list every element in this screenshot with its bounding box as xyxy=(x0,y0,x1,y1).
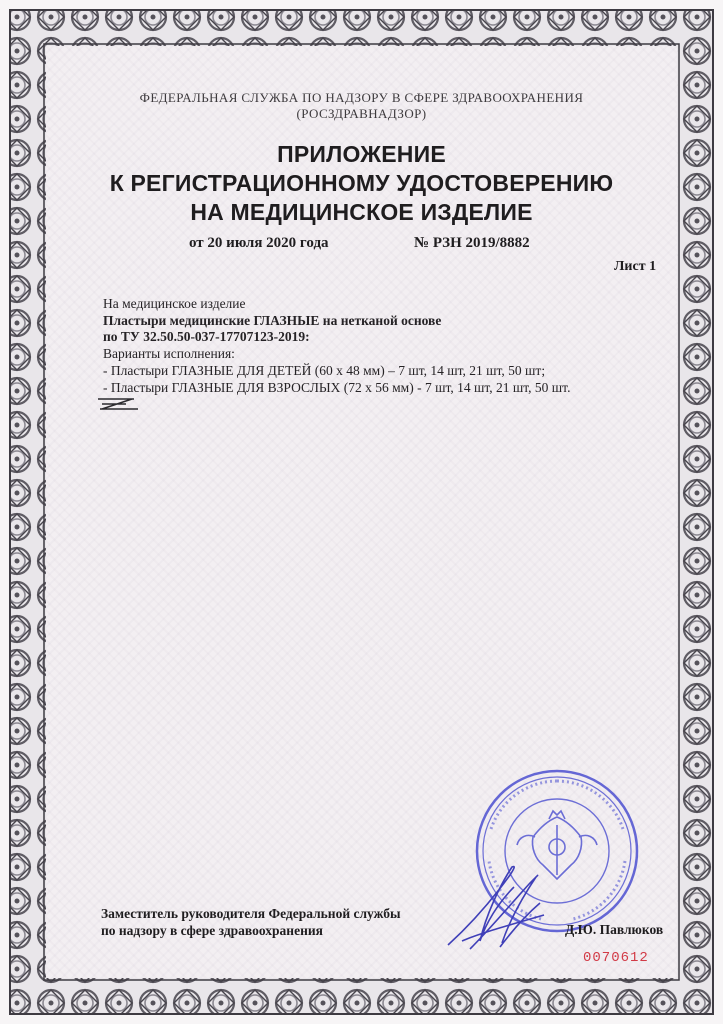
product-name: Пластыри медицинские ГЛАЗНЫЕ на нетканой основе xyxy=(103,313,442,328)
signer-position-line-1: Заместитель руководителя Федеральной службы xyxy=(101,906,401,921)
signer-position-line-2: по надзору в сфере здравоохранения xyxy=(101,923,323,938)
issue-date: от 20 июля 2020 года xyxy=(189,235,329,251)
document-title-line-1: ПРИЛОЖЕНИЕ xyxy=(277,141,446,167)
variant-item: - Пластыри ГЛАЗНЫЕ ДЛЯ ВЗРОСЛЫХ (72 х 56 мм) - 7 шт, 14 шт, 21 шт, 50 шт. xyxy=(103,380,571,395)
document-title-line-2: К РЕГИСТРАЦИОННОМУ УДОСТОВЕРЕНИЮ xyxy=(109,170,614,196)
product-spec: по ТУ 32.50.50-037-17707123-2019: xyxy=(103,329,310,344)
handwritten-signature xyxy=(440,845,560,955)
sheet-number: Лист 1 xyxy=(614,259,657,274)
agency-name: ФЕДЕРАЛЬНАЯ СЛУЖБА ПО НАДЗОРУ В СФЕРЕ ЗДРАВООХРАНЕНИЯ xyxy=(139,90,584,105)
end-of-text-mark-icon xyxy=(96,396,140,412)
serial-number: 0070612 xyxy=(583,950,649,966)
document-title-line-3: НА МЕДИЦИНСКОЕ ИЗДЕЛИЕ xyxy=(190,199,533,225)
variants-heading: Варианты исполнения: xyxy=(103,346,235,361)
intro-text: На медицинское изделие xyxy=(103,296,246,311)
agency-abbreviation: (РОСЗДРАВНАДЗОР) xyxy=(296,106,427,121)
variant-item: - Пластыри ГЛАЗНЫЕ ДЛЯ ДЕТЕЙ (60 х 48 мм) – 7 шт, 14 шт, 21 шт, 50 шт; xyxy=(103,363,546,378)
signer-name: Д.Ю. Павлюков xyxy=(565,922,664,937)
registration-number: № РЗН 2019/8882 xyxy=(414,235,530,251)
